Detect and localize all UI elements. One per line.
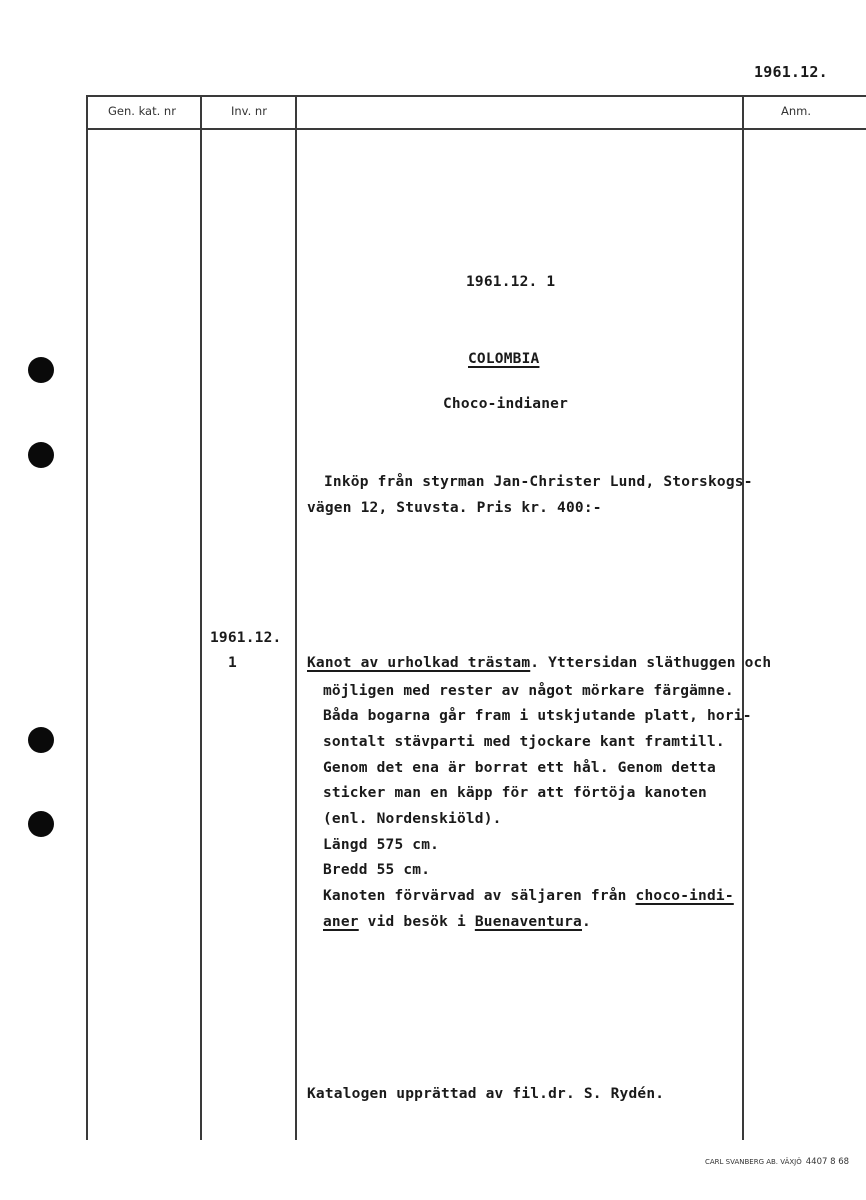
entry-inv-nr: 1961.12. (210, 630, 282, 646)
column-divider-inv-text (295, 95, 297, 1140)
column-header-inv-nr: Inv. nr (231, 104, 267, 118)
underlined-choco-indi: choco-indi- (635, 888, 734, 904)
column-header-anm: Anm. (781, 104, 812, 118)
country-heading: COLOMBIA (468, 351, 540, 367)
purchase-line-2: vägen 12, Stuvsta. Pris kr. 400:- (307, 500, 602, 516)
header-top-rule (86, 95, 866, 97)
column-divider-left-edge (86, 95, 88, 1140)
description-line-3: Båda bogarna går fram i utskjutande platt, hori- (323, 708, 752, 724)
description-line-2: möjligen med rester av något mörkare färgämne. (323, 683, 734, 699)
underlined-buenaventura: Buenaventura (474, 914, 582, 930)
page-reference: 1961.12. (754, 63, 828, 81)
width-measure: Bredd 55 cm. (323, 862, 431, 878)
column-divider-gen-inv (200, 95, 202, 1140)
cataloged-by: Katalogen upprättad av fil.dr. S. Rydén. (307, 1086, 665, 1102)
printer-imprint: CARL SVANBERG AB. VÄXJÖ 4407 8 68 (705, 1157, 850, 1167)
description-line-1 (307, 655, 771, 671)
punch-hole-4 (28, 811, 54, 837)
length-measure: Längd 575 cm. (323, 837, 440, 853)
underlined-aner: aner (323, 914, 359, 930)
people-heading: Choco-indianer (443, 396, 569, 412)
punch-hole-2 (28, 442, 54, 468)
acquisition-line-1: Kanoten förvärvad av säljaren från choco-indi- (323, 888, 734, 904)
column-divider-text-anm (742, 95, 744, 1140)
description-line-1-rest: . Yttersidan släthuggen och (530, 655, 772, 671)
description-line-7: (enl. Nordenskiöld). (323, 811, 502, 827)
acquisition-line-2: aner vid besök i Buenaventura. (323, 914, 591, 930)
purchase-line-1: Inköp från styrman Jan-Christer Lund, Storskogs- (324, 474, 753, 490)
description-line-6: sticker man en käpp för att förtöja kanoten (323, 785, 707, 801)
entry-number-heading: 1961.12. 1 (466, 274, 556, 290)
punch-hole-3 (28, 727, 54, 753)
object-title: Kanot av urholkad trästam (307, 655, 531, 671)
punch-hole-1 (28, 357, 54, 383)
entry-inv-nr-suffix: 1 (228, 655, 237, 671)
description-line-4: sontalt stävparti med tjockare kant framtill. (323, 734, 725, 750)
column-header-gen-kat-nr: Gen. kat. nr (108, 104, 176, 118)
description-line-5: Genom det ena är borrat ett hål. Genom detta (323, 760, 716, 776)
header-bottom-rule (86, 128, 866, 130)
